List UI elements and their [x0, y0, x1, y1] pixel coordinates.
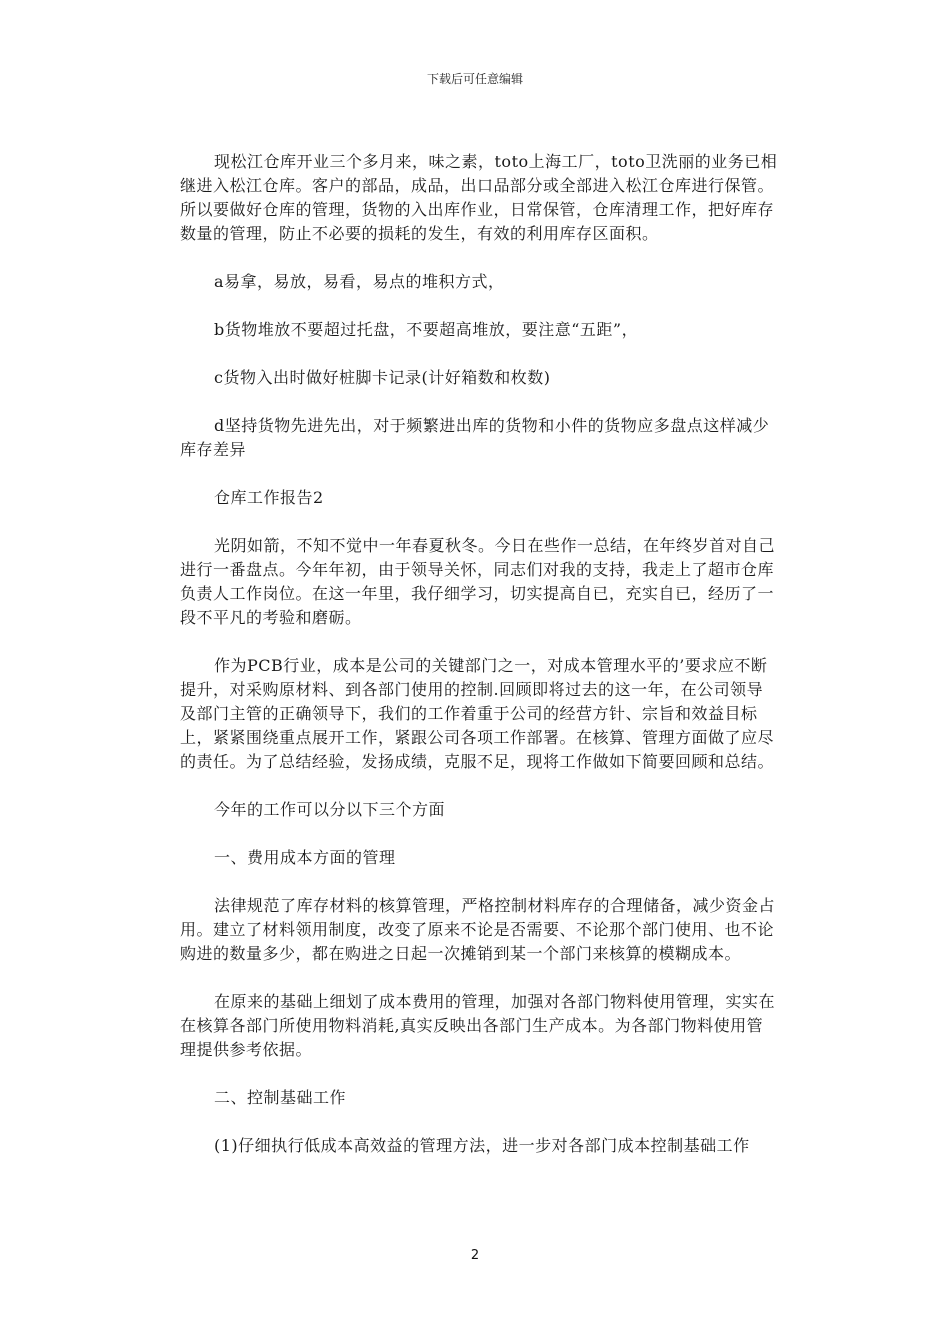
paragraph: 现松江仓库开业三个多月来，味之素，toto上海工厂，toto卫洗丽的业务已相继进入松江仓库。客户的部品，成品，出口品部分或全部进入松江仓库进行保管。所以要做好仓库的管理，货物的入出库作业，日常保管，仓库清理工作，把好库存数量的管理，防止不必要的损耗的发生，有效的利用库存区面积。: [180, 152, 778, 243]
paragraph: d坚持货物先进先出，对于频繁进出库的货物和小件的货物应多盘点这样减少库存差异: [180, 416, 770, 459]
paragraph: c货物入出时做好桩脚卡记录(计好箱数和枚数): [214, 368, 551, 387]
paragraph: 今年的工作可以分以下三个方面: [214, 800, 446, 819]
paragraph: b货物堆放不要超过托盘，不要超高堆放，要注意“五距”，: [214, 320, 639, 339]
page-header-note: 下载后可任意编辑: [426, 72, 523, 86]
paragraph: (1)仔细执行低成本高效益的管理方法，进一步对各部门成本控制基础工作: [214, 1136, 750, 1155]
section-heading: 二、控制基础工作: [214, 1088, 347, 1107]
section-title: 仓库工作报告2: [214, 488, 324, 507]
paragraph: 法律规范了库存材料的核算管理，严格控制材料库存的合理储备，减少资金占用。建立了材料领用制度，改变了原来不论是否需要、不论那个部门使用、也不论购进的数量多少，都在购进之日起一次摊销到某一个部门来核算的模糊成本。: [180, 896, 776, 963]
page-number: 2: [470, 1248, 480, 1263]
section-heading: 一、费用成本方面的管理: [214, 848, 396, 867]
paragraph: 光阴如箭，不知不觉中一年春夏秋冬。今日在些作一总结，在年终岁首对自己进行一番盘点。今年年初，由于领导关怀，同志们对我的支持，我走上了超市仓库负责人工作岗位。在这一年里，我仔细学习，切实提高自已，充实自已，经历了一段不平凡的考验和磨砺。: [180, 536, 776, 627]
paragraph: a易拿，易放，易看，易点的堆积方式，: [214, 272, 505, 291]
paragraph: 在原来的基础上细划了成本费用的管理，加强对各部门物料使用管理，实实在在核算各部门所使用物料消耗,真实反映出各部门生产成本。为各部门物料使用管理提供参考依据。: [180, 992, 776, 1059]
paragraph: 作为PCB行业，成本是公司的关键部门之一，对成本管理水平的’要求应不断提升，对采购原材料、到各部门使用的控制.回顾即将过去的这一年，在公司领导及部门主管的正确领导下，我们的工作着重于公司的经营方针、宗旨和效益目标上，紧紧围绕重点展开工作，紧跟公司各项工作部署。在核算、管理方面做了应尽的责任。为了总结经验，发扬成绩，克服不足，现将工作做如下简要回顾和总结。: [180, 656, 775, 771]
document-body: [180, 150, 778, 1182]
